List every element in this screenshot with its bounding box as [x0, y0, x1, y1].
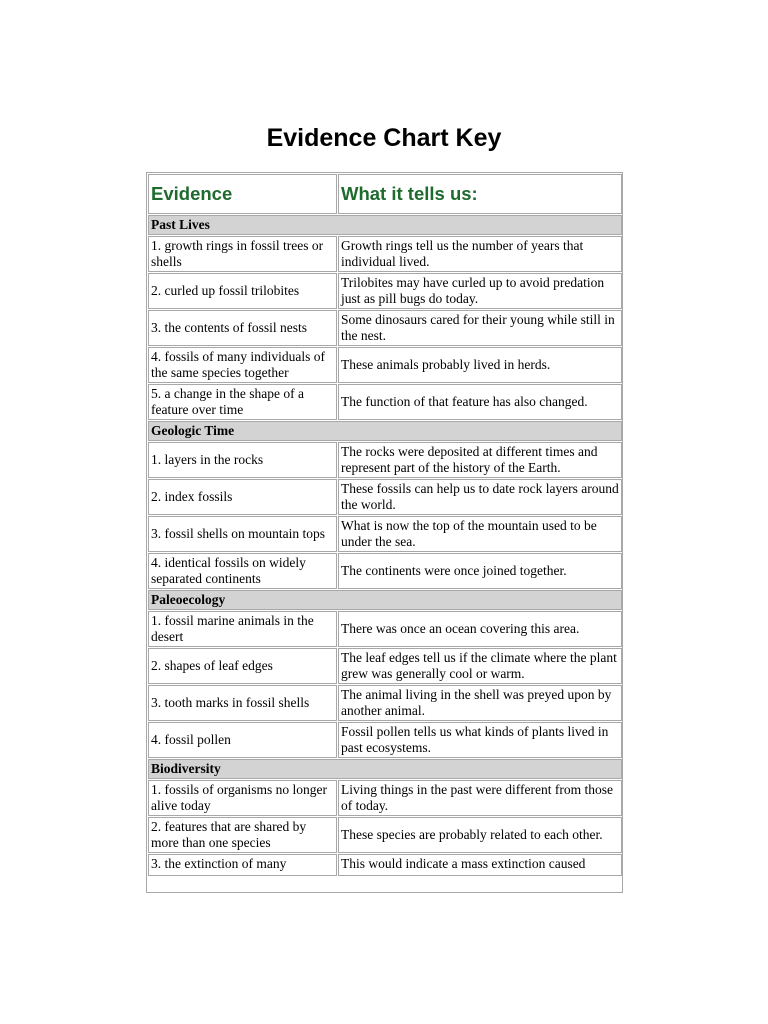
evidence-cell: 4. fossils of many individuals of the same species together [148, 347, 337, 383]
table-row [148, 611, 622, 647]
evidence-cell: 3. tooth marks in fossil shells [148, 685, 337, 721]
evidence-cell: 2. index fossils [148, 479, 337, 515]
section-heading: Geologic Time [148, 421, 622, 441]
section-heading: Paleoecology [148, 590, 622, 610]
table-row [148, 722, 622, 758]
evidence-cell: 1. growth rings in fossil trees or shells [148, 236, 337, 272]
evidence-cell: 1. fossils of organisms no longer alive today [148, 780, 337, 816]
meaning-cell: Growth rings tell us the number of years that individual lived. [338, 236, 622, 272]
table-row [148, 479, 622, 515]
section-heading: Past Lives [148, 215, 622, 235]
meaning-cell: Living things in the past were different from those of today. [338, 780, 622, 816]
meaning-cell: The function of that feature has also changed. [338, 384, 622, 420]
section-row [148, 590, 622, 610]
table-row [148, 384, 622, 420]
table-row [148, 854, 622, 876]
meaning-cell: These animals probably lived in herds. [338, 347, 622, 383]
table-row [148, 553, 622, 589]
table-row [148, 273, 622, 309]
meaning-cell: Some dinosaurs cared for their young while still in the nest. [338, 310, 622, 346]
evidence-cell: 4. fossil pollen [148, 722, 337, 758]
evidence-cell: 1. fossil marine animals in the desert [148, 611, 337, 647]
evidence-cell: 4. identical fossils on widely separated continents [148, 553, 337, 589]
meaning-cell: These species are probably related to each other. [338, 817, 622, 853]
meaning-cell: The continents were once joined together. [338, 553, 622, 589]
table-row [148, 516, 622, 552]
meaning-cell: The rocks were deposited at different times and represent part of the history of the Earth. [338, 442, 622, 478]
table-row [148, 685, 622, 721]
meaning-cell: The animal living in the shell was preyed upon by another animal. [338, 685, 622, 721]
evidence-cell: 2. shapes of leaf edges [148, 648, 337, 684]
evidence-cell: 5. a change in the shape of a feature over time [148, 384, 337, 420]
evidence-cell: 1. layers in the rocks [148, 442, 337, 478]
column-header-meaning: What it tells us: [338, 174, 622, 214]
table-row [148, 310, 622, 346]
table-row [148, 347, 622, 383]
meaning-cell: Fossil pollen tells us what kinds of plants lived in past ecosystems. [338, 722, 622, 758]
evidence-cell: 3. the extinction of many [148, 854, 337, 876]
section-heading: Biodiversity [148, 759, 622, 779]
evidence-table-container [146, 172, 623, 893]
section-row [148, 759, 622, 779]
table-row [148, 648, 622, 684]
meaning-cell: These fossils can help us to date rock layers around the world. [338, 479, 622, 515]
meaning-cell: This would indicate a mass extinction caused [338, 854, 622, 876]
column-header-evidence: Evidence [148, 174, 337, 214]
evidence-cell: 3. fossil shells on mountain tops [148, 516, 337, 552]
table-row [148, 442, 622, 478]
table-header-row [148, 174, 622, 214]
section-row [148, 215, 622, 235]
meaning-cell: There was once an ocean covering this area. [338, 611, 622, 647]
meaning-cell: The leaf edges tell us if the climate where the plant grew was generally cool or warm. [338, 648, 622, 684]
page-title: Evidence Chart Key [266, 124, 502, 152]
evidence-cell: 3. the contents of fossil nests [148, 310, 337, 346]
table-row [148, 780, 622, 816]
evidence-cell: 2. features that are shared by more than one species [148, 817, 337, 853]
meaning-cell: Trilobites may have curled up to avoid predation just as pill bugs do today. [338, 273, 622, 309]
table-row [148, 236, 622, 272]
meaning-cell: What is now the top of the mountain used to be under the sea. [338, 516, 622, 552]
table-row [148, 817, 622, 853]
section-row [148, 421, 622, 441]
evidence-cell: 2. curled up fossil trilobites [148, 273, 337, 309]
evidence-table [147, 173, 623, 877]
